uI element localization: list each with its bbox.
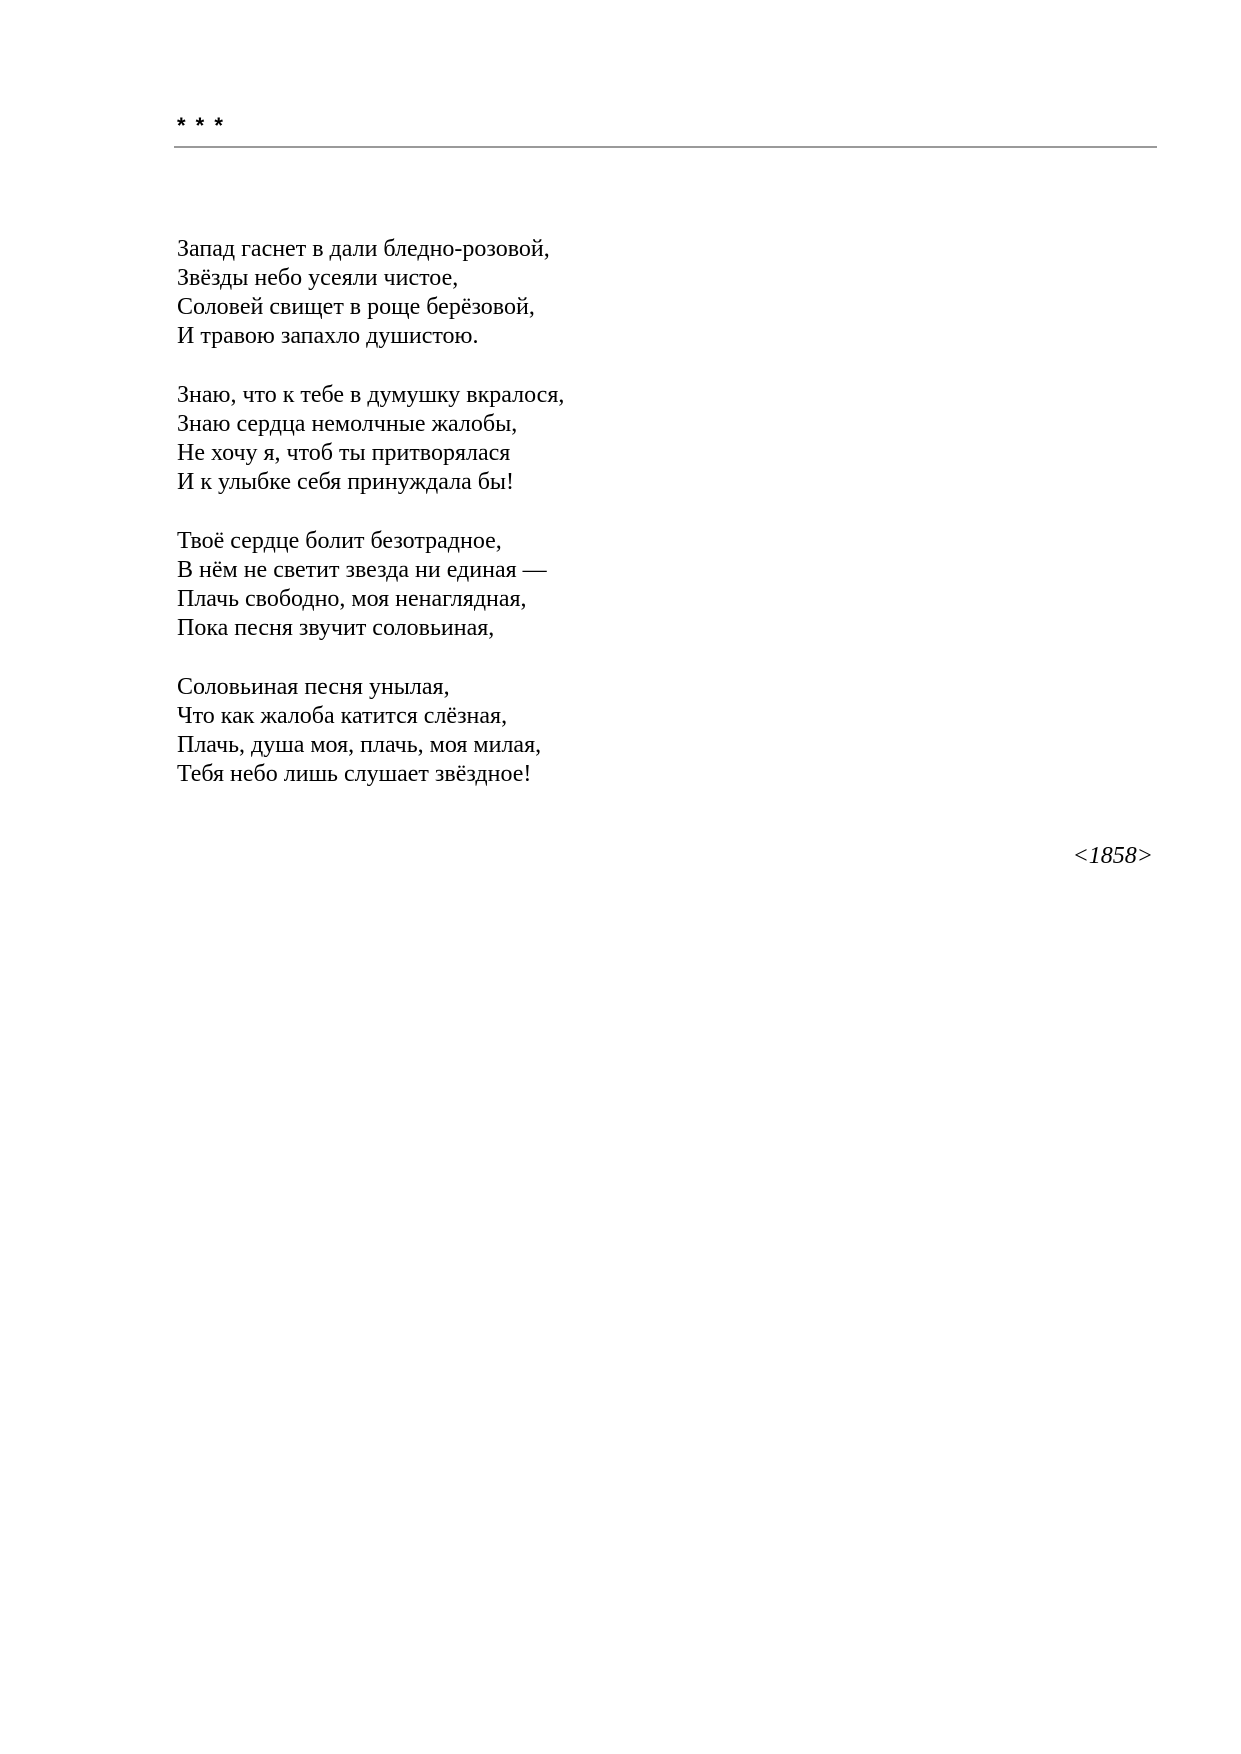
poem-line: Твоё сердце болит безотрадное, (177, 528, 502, 554)
poem-line: Звёзды небо усеяли чистое, (177, 265, 459, 291)
stanza (177, 235, 877, 351)
page-header (174, 114, 1157, 138)
poem-body (177, 235, 877, 819)
poem-line: Плачь, душа моя, плачь, моя милая, (177, 732, 542, 758)
poem-line: И травою запахло душистою. (177, 323, 479, 349)
poem-line: Не хочу я, чтоб ты притворялася (177, 440, 511, 466)
poem-line: Пока песня звучит соловьиная, (177, 615, 495, 641)
poem-date: <1858> (1072, 843, 1153, 869)
header-divider (174, 146, 1157, 148)
poem-line: Тебя небо лишь слушает звёздное! (177, 761, 532, 787)
stanza (177, 381, 877, 497)
poem-line: Знаю сердца немолчные жалобы, (177, 411, 518, 437)
poem-title: * * * (177, 113, 225, 138)
stanza (177, 673, 877, 789)
stanza (177, 527, 877, 643)
poem-line: Плачь свободно, моя ненаглядная, (177, 586, 527, 612)
poem-line: Знаю, что к тебе в думушку вкралося, (177, 382, 565, 408)
poem-line: В нём не светит звезда ни единая — (177, 557, 547, 583)
poem-line: И к улыбке себя принуждала бы! (177, 469, 515, 495)
poem-line: Что как жалоба катится слёзная, (177, 703, 508, 729)
poem-line: Соловей свищет в роще берёзовой, (177, 294, 535, 320)
poem-line: Запад гаснет в дали бледно-розовой, (177, 236, 550, 262)
poem-line: Соловьиная песня унылая, (177, 674, 450, 700)
